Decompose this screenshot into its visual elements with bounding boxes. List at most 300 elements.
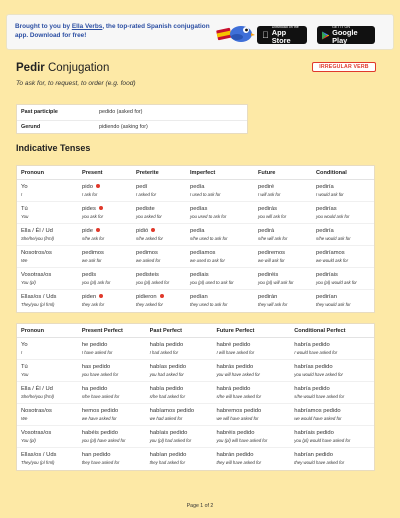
conjugation-cell: [254, 249, 312, 267]
conjugation-cell: [312, 227, 374, 245]
ella-verbs-link[interactable]: Ella Verbs: [71, 23, 103, 30]
conjugation: pedisteis: [136, 272, 159, 278]
conjugation: pide: [82, 228, 93, 234]
conjugation-wrap: [136, 227, 186, 235]
conjugation-cell: [78, 363, 146, 381]
column-header: Pronoun: [21, 327, 44, 334]
pronoun: Tú: [21, 364, 28, 370]
conjugation-wrap: [294, 429, 374, 437]
conjugation-cell: [312, 249, 374, 267]
conjugation-wrap: [258, 249, 312, 257]
translation: you would ask for: [316, 214, 350, 219]
translation: you ask for: [82, 214, 104, 219]
pronoun-cell: [17, 271, 78, 289]
conjugation-cell: [254, 227, 312, 245]
conjugation-wrap: [316, 205, 374, 213]
conjugation: pedirás: [258, 206, 278, 212]
conjugation: pedía: [190, 184, 205, 190]
irregular-dot-icon: [96, 184, 100, 188]
irregular-dot-icon: [160, 294, 164, 298]
translation: I had asked for: [149, 350, 179, 355]
pronoun: Tú: [21, 206, 28, 212]
translation: you used to ask for: [190, 214, 227, 219]
irregular-dot-icon: [99, 206, 103, 210]
translation: I used to ask for: [190, 192, 221, 197]
translation: we ask for: [82, 258, 102, 263]
table-header: [17, 166, 374, 180]
title-suffix: Conjugation: [44, 62, 110, 74]
conjugation-cell: [212, 363, 290, 381]
conjugation-wrap: [82, 293, 132, 301]
conjugation-wrap: [216, 341, 290, 349]
conjugation-cell: [312, 271, 374, 289]
conjugation-cell: [186, 249, 254, 267]
pronoun: Yo: [21, 184, 28, 190]
pronoun-translation: You: [21, 372, 29, 377]
conjugation-wrap: [216, 385, 290, 393]
simple-tenses-table: [16, 165, 375, 313]
conjugation-wrap: [82, 205, 132, 213]
column-header: Imperfect: [190, 169, 216, 176]
table-row: [17, 202, 374, 224]
conjugation-wrap: [82, 363, 146, 371]
gerund-value: pidiendo (asking for): [99, 124, 148, 131]
conjugation-cell: [290, 341, 374, 359]
translation: I would have asked for: [294, 350, 338, 355]
translation: s/he used to ask for: [190, 236, 228, 241]
translation: you would have asked for: [294, 372, 343, 377]
conjugation-cell: [132, 249, 186, 267]
pronoun-cell: [17, 227, 78, 245]
promo-banner: [6, 14, 394, 50]
irregular-dot-icon: [151, 228, 155, 232]
conjugation-wrap: [294, 363, 374, 371]
translation: s/he would ask for: [316, 236, 351, 241]
conjugation: hemos pedido: [81, 408, 119, 414]
conjugation: habrán pedido: [216, 452, 254, 458]
conjugation-wrap: [150, 385, 213, 393]
conjugation-cell: [78, 227, 132, 245]
conjugation-wrap: [150, 341, 213, 349]
translation: you had asked for: [149, 372, 184, 377]
pronoun-cell: [17, 429, 78, 447]
conjugation-wrap: [82, 227, 132, 235]
pronoun-translation: I: [21, 350, 23, 355]
translation: we have asked for: [81, 416, 117, 421]
conjugation: habían pedido: [149, 452, 187, 458]
column-header: Past Perfect: [149, 327, 182, 334]
conjugation-wrap: [294, 341, 374, 349]
conjugation-wrap: [150, 429, 213, 437]
pronoun-translation: She/he/you (frml): [21, 236, 54, 241]
translation: s/he will have asked for: [216, 394, 262, 399]
pronoun: Nosotras/os: [21, 408, 52, 414]
conjugation-wrap: [216, 451, 290, 459]
conjugation-cell: [78, 293, 132, 312]
perfect-tenses-table: [16, 323, 375, 471]
pronoun: Ella / Él / Ud: [21, 228, 53, 234]
translation: they ask for: [82, 302, 105, 307]
conjugation-cell: [78, 205, 132, 223]
translation: they have asked for: [81, 460, 120, 465]
translation: you (pl) had asked for: [149, 438, 192, 443]
participles-box: [16, 104, 248, 134]
pronoun-cell: [17, 293, 78, 312]
conjugation: pediréis: [258, 272, 279, 278]
conjugation-cell: [290, 451, 374, 470]
conjugation-cell: [78, 249, 132, 267]
translation: they asked for: [136, 302, 163, 307]
conjugation: habíais pedido: [149, 430, 188, 436]
translation: I asked for: [136, 192, 157, 197]
table-row: [17, 224, 374, 246]
translation: you (pl) will ask for: [258, 280, 294, 285]
conjugation-wrap: [258, 227, 312, 235]
gerund-label: Gerund: [21, 124, 41, 131]
conjugation: pediríamos: [316, 250, 345, 256]
translation: we would have asked for: [294, 416, 342, 421]
conjugation: habías pedido: [149, 364, 187, 370]
column-header: Present: [82, 169, 103, 176]
conjugation-wrap: [136, 293, 186, 301]
promo-text-after: , the top-rated Spanish conjugation app. Download for free!: [15, 23, 210, 39]
conjugation: pedían: [190, 294, 208, 300]
conjugation-wrap: [258, 205, 312, 213]
conjugation-wrap: [190, 183, 254, 191]
conjugation-wrap: [316, 271, 374, 279]
verb-name: Pedir: [16, 62, 45, 74]
conjugation-cell: [132, 205, 186, 223]
translation: I will have asked for: [216, 350, 255, 355]
column-header: Conditional Perfect: [294, 327, 346, 334]
translation: you (pl) will have asked for: [216, 438, 268, 443]
conjugation-wrap: [216, 363, 290, 371]
pronoun-translation: She/he/you (frml): [21, 394, 54, 399]
pronoun-translation: I: [21, 192, 23, 197]
conjugation-cell: [254, 293, 312, 312]
conjugation-cell: [290, 385, 374, 403]
conjugation-wrap: [190, 293, 254, 301]
google-play-big: Google Play: [332, 28, 358, 45]
conjugation: habrías pedido: [294, 364, 333, 370]
conjugation: habrás pedido: [216, 364, 254, 370]
translation: we had asked for: [149, 416, 183, 421]
conjugation: han pedido: [81, 452, 111, 458]
conjugation-wrap: [136, 183, 186, 191]
translation: s/he would have asked for: [294, 394, 345, 399]
conjugation-cell: [146, 451, 213, 470]
conjugation-wrap: [190, 271, 254, 279]
conjugation-wrap: [258, 183, 312, 191]
irregular-verb-badge: IRREGULAR VERB: [312, 62, 376, 72]
conjugation-wrap: [294, 407, 374, 415]
google-play-small: GET IT ON: [332, 25, 350, 29]
conjugation-cell: [146, 363, 213, 381]
conjugation: ha pedido: [81, 386, 108, 392]
app-store-small: Download on the: [265, 29, 292, 33]
conjugation: pidió: [136, 228, 149, 234]
conjugation-cell: [78, 385, 146, 403]
conjugation-wrap: [150, 407, 213, 415]
conjugation-cell: [78, 429, 146, 447]
conjugation-cell: [212, 385, 290, 403]
conjugation-cell: [132, 271, 186, 289]
column-header: Pronoun: [21, 169, 44, 176]
conjugation: pediré: [258, 184, 275, 190]
conjugation-wrap: [190, 249, 254, 257]
conjugation-wrap: [136, 271, 186, 279]
translation: they would have asked for: [294, 460, 345, 465]
google-play-icon: [322, 31, 329, 40]
google-play-button[interactable]: [317, 26, 375, 44]
translation: they will ask for: [258, 302, 288, 307]
translation: you will ask for: [258, 214, 287, 219]
conjugation-cell: [146, 429, 213, 447]
conjugation: pedí: [136, 184, 148, 190]
conjugation-cell: [212, 451, 290, 470]
table-row: [17, 404, 374, 426]
conjugation: piden: [82, 294, 97, 300]
conjugation: pedías: [190, 206, 208, 212]
verb-meaning: To ask for, to request, to order (e.g. food): [16, 80, 136, 87]
conjugation-wrap: [258, 271, 312, 279]
translation: s/he asked for: [136, 236, 163, 241]
pronoun-translation: You (pl): [21, 280, 36, 285]
conjugation-cell: [254, 205, 312, 223]
translation: s/he will ask for: [258, 236, 288, 241]
translation: you have asked for: [81, 372, 119, 377]
conjugation: pido: [82, 184, 93, 190]
conjugation-wrap: [136, 249, 186, 257]
conjugation-wrap: [82, 183, 132, 191]
conjugation-cell: [78, 341, 146, 359]
pronoun-cell: [17, 341, 78, 359]
conjugation: habría pedido: [294, 342, 330, 348]
column-header: Future: [258, 169, 276, 176]
conjugation-cell: [186, 293, 254, 312]
pronoun-translation: They/you (pl frml): [21, 460, 55, 465]
conjugation-cell: [78, 183, 132, 201]
table-row: [17, 246, 374, 268]
table-row: [17, 426, 374, 448]
translation: I ask for: [82, 192, 98, 197]
app-store-button[interactable]: [257, 26, 307, 44]
gerund-row: [17, 120, 247, 135]
translation: we will ask for: [258, 258, 285, 263]
conjugation: habré pedido: [216, 342, 251, 348]
conjugation-wrap: [150, 451, 213, 459]
translation: they used to ask for: [190, 302, 228, 307]
conjugation-cell: [290, 407, 374, 425]
conjugation-cell: [254, 183, 312, 201]
irregular-dot-icon: [99, 294, 103, 298]
section-title: Indicative Tenses: [16, 143, 91, 153]
pronoun-translation: We: [21, 258, 28, 263]
pronoun: Vosotras/os: [21, 272, 52, 278]
conjugation-wrap: [150, 363, 213, 371]
table-row: [17, 382, 374, 404]
conjugation-wrap: [82, 407, 146, 415]
app-store-big: App Store: [265, 32, 301, 41]
conjugation-cell: [212, 341, 290, 359]
pronoun-cell: [17, 249, 78, 267]
table-row: [17, 268, 374, 290]
translation: you (pl) ask for: [82, 280, 111, 285]
conjugation-wrap: [294, 385, 374, 393]
pronoun-translation: You: [21, 214, 29, 219]
conjugation-cell: [186, 271, 254, 289]
conjugation-wrap: [190, 205, 254, 213]
pronoun: Ella / Él / Ud: [21, 386, 53, 392]
conjugation-wrap: [82, 271, 132, 279]
participle-row: [17, 105, 247, 120]
conjugation: habremos pedido: [216, 408, 262, 414]
conjugation-wrap: [316, 249, 374, 257]
conjugation: había pedido: [149, 386, 184, 392]
translation: we asked for: [136, 258, 161, 263]
pronoun-cell: [17, 205, 78, 223]
translation: we will have asked for: [216, 416, 259, 421]
column-header: Preterite: [136, 169, 159, 176]
conjugation: habrían pedido: [294, 452, 333, 458]
translation: you (pl) used to ask for: [190, 280, 234, 285]
table-row: [17, 448, 374, 470]
irregular-dot-icon: [96, 228, 100, 232]
mascot-bird-icon: [215, 19, 255, 47]
conjugation-wrap: [316, 293, 374, 301]
translation: s/he have asked for: [81, 394, 120, 399]
pronoun: Ellas/os / Uds: [21, 452, 57, 458]
conjugation: pedirán: [258, 294, 278, 300]
table-row: [17, 338, 374, 360]
translation: you (pl) have asked for: [81, 438, 126, 443]
promo-text: [15, 22, 211, 40]
conjugation-wrap: [216, 407, 290, 415]
table-row: [17, 360, 374, 382]
conjugation-wrap: [82, 385, 146, 393]
pronoun: Yo: [21, 342, 28, 348]
pronoun: Vosotras/os: [21, 430, 52, 436]
conjugation: he pedido: [81, 342, 108, 348]
page-title: [16, 62, 109, 74]
conjugation-cell: [312, 183, 374, 201]
translation: you (pl) would have asked for: [294, 438, 351, 443]
pronoun-cell: [17, 183, 78, 201]
pronoun-cell: [17, 363, 78, 381]
column-header: Conditional: [316, 169, 347, 176]
conjugation-cell: [146, 341, 213, 359]
translation: they would ask for: [316, 302, 351, 307]
pronoun-cell: [17, 407, 78, 425]
conjugation: has pedido: [81, 364, 111, 370]
pronoun-translation: You (pl): [21, 438, 36, 443]
conjugation: pedíamos: [190, 250, 216, 256]
translation: you (pl) would ask for: [316, 280, 357, 285]
column-header: Future Perfect: [216, 327, 255, 334]
conjugation-wrap: [136, 205, 186, 213]
translation: they will have asked for: [216, 460, 262, 465]
conjugation-cell: [212, 429, 290, 447]
conjugation: pides: [82, 206, 96, 212]
conjugation: habéis pedido: [81, 430, 118, 436]
conjugation: habréis pedido: [216, 430, 255, 436]
conjugation-cell: [212, 407, 290, 425]
conjugation-wrap: [82, 451, 146, 459]
conjugation: pediremos: [258, 250, 286, 256]
translation: we would ask for: [316, 258, 349, 263]
conjugation-wrap: [316, 183, 374, 191]
conjugation-wrap: [82, 429, 146, 437]
conjugation-cell: [78, 451, 146, 470]
conjugation: habríamos pedido: [294, 408, 341, 414]
conjugation: pedís: [82, 272, 97, 278]
conjugation: habríais pedido: [294, 430, 334, 436]
promo-text-before: Brought to you by: [15, 23, 72, 30]
pronoun-translation: We: [21, 416, 28, 421]
conjugation: pediría: [316, 184, 334, 190]
translation: I have asked for: [81, 350, 113, 355]
pronoun: Ellas/os / Uds: [21, 294, 57, 300]
pronoun-translation: They/you (pl frml): [21, 302, 55, 307]
conjugation: habíamos pedido: [149, 408, 195, 414]
participle-value: pedido (asked for): [99, 109, 143, 116]
conjugation-cell: [132, 293, 186, 312]
table-row: [17, 290, 374, 312]
conjugation: había pedido: [149, 342, 184, 348]
conjugation-cell: [78, 407, 146, 425]
conjugation-cell: [146, 407, 213, 425]
conjugation-cell: [132, 183, 186, 201]
translation: you will have asked for: [216, 372, 260, 377]
pronoun-cell: [17, 385, 78, 403]
pronoun: Nosotros/os: [21, 250, 52, 256]
translation: you (pl) asked for: [136, 280, 170, 285]
conjugation: pedirá: [258, 228, 275, 234]
conjugation-wrap: [82, 341, 146, 349]
conjugation-cell: [186, 205, 254, 223]
conjugation: pediste: [136, 206, 155, 212]
conjugation: pedíais: [190, 272, 209, 278]
translation: you asked for: [136, 214, 162, 219]
conjugation-cell: [186, 183, 254, 201]
translation: I will ask for: [258, 192, 281, 197]
conjugation: pedimos: [82, 250, 104, 256]
table-header: [17, 324, 374, 338]
conjugation-wrap: [258, 293, 312, 301]
translation: s/he ask for: [82, 236, 105, 241]
conjugation: pidieron: [136, 294, 157, 300]
conjugation-cell: [186, 227, 254, 245]
translation: they had asked for: [149, 460, 185, 465]
conjugation-wrap: [294, 451, 374, 459]
conjugation-cell: [254, 271, 312, 289]
conjugation: habrá pedido: [216, 386, 251, 392]
conjugation-cell: [132, 227, 186, 245]
conjugation: pediría: [316, 228, 334, 234]
translation: we used to ask for: [190, 258, 225, 263]
conjugation-cell: [290, 429, 374, 447]
conjugation-wrap: [316, 227, 374, 235]
conjugation-wrap: [216, 429, 290, 437]
conjugation-cell: [312, 205, 374, 223]
conjugation-cell: [290, 363, 374, 381]
conjugation: pedirías: [316, 206, 337, 212]
conjugation: pedirían: [316, 294, 337, 300]
pronoun-cell: [17, 451, 78, 470]
table-row: [17, 180, 374, 202]
conjugation-wrap: [82, 249, 132, 257]
apple-icon: [262, 31, 269, 40]
